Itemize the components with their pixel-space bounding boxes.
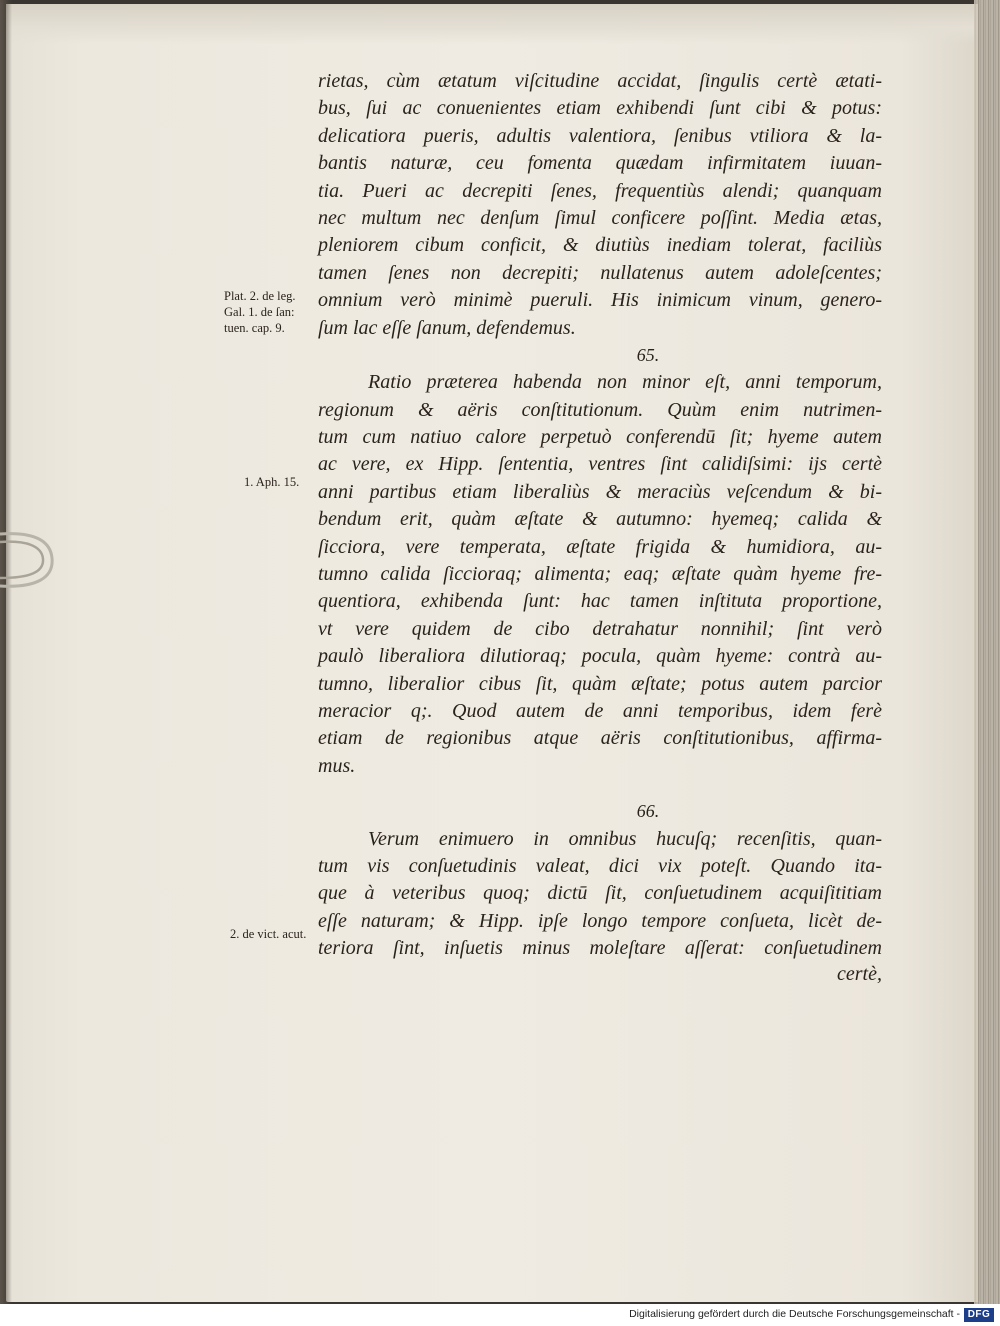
text-line: Ratio præterea habenda non minor eſt, anni temporum, <box>368 371 882 394</box>
body-text <box>318 68 882 988</box>
text-line: eſſe naturam; & Hipp. ipſe longo tempore conſueta, licèt de- <box>318 909 882 932</box>
marginal-note-de-victu <box>230 926 306 942</box>
text-line: anni partibus etiam liberaliùs & meraciùs veſcendum & bi- <box>318 480 882 503</box>
text-line: quentiora, exhibenda ſunt: hac tamen inſtituta proportione, <box>318 590 882 613</box>
text-line: rietas, cùm ætatum viſcitudine accidat, ſingulis certè ætati- <box>318 70 882 92</box>
dfg-logo: DFG <box>964 1308 994 1322</box>
text-line: omnium verò minimè pueruli. His inimicum vinum, genero- <box>318 289 882 312</box>
text-line: nec multum nec denſum ſimul conficere poſſint. Media ætas, <box>318 206 882 229</box>
marginal-line: 2. de vict. acut. <box>230 927 307 941</box>
text-line: mus. <box>318 754 356 777</box>
text-line: tum vis conſuetudinis valeat, dici vix poteſt. Quando ita- <box>318 854 882 877</box>
text-line: regionum & aëris conſtitutionum. Quùm enim nutrimen- <box>318 398 882 421</box>
marginal-line: Plat. 2. de leg. <box>224 289 296 303</box>
page-stack-edges <box>974 0 1000 1304</box>
funding-credit: Digitalisierung gefördert durch die Deutsche Forschungsgemeinschaft - <box>629 1308 960 1320</box>
text-line: teriora ſint, inſuetis minus moleſtare aſſerat: conſuetudinem <box>318 937 882 960</box>
text-line: ſum lac eſſe ſanum, defendemus. <box>318 316 576 339</box>
text-line: tumno, liberalior cibus ſit, quàm æſtate; potus autem parcior <box>318 672 882 695</box>
digitization-footer <box>0 1304 1000 1326</box>
section-number-65: 65. <box>636 344 660 365</box>
text-line: delicatiora pueris, adultis valentiora, ſenibus vtiliora & la- <box>318 124 882 147</box>
text-line: bantis naturæ, ceu fomenta quædam infirmitatem iuuan- <box>318 152 882 175</box>
text-line: tamen ſenes non decrepiti; nullatenus autem adoleſcentes; <box>318 261 882 284</box>
text-line: bendum erit, quàm æſtate & autumno: hyemeq; calida & <box>318 508 882 531</box>
text-line: paulò liberaliora dilutioraq; pocula, quàm hyeme: contrà au- <box>318 645 882 668</box>
binding-shadow <box>0 0 12 1304</box>
section-number-66: 66. <box>636 801 660 822</box>
section-spacer <box>318 780 882 798</box>
text-line: meracior q;. Quod autem de anni temporibus, idem ferè <box>318 699 882 722</box>
text-line: que à veteribus quoq; dictū ſit, conſuetudinem acquiſititiam <box>318 882 882 905</box>
text-line: bus, ſui ac conuenientes etiam exhibendi ſunt cibi & potus: <box>318 97 882 120</box>
text-line: tumno calida ſiccioraq; alimenta; eaq; æſtate quàm hyeme fre- <box>318 563 882 586</box>
marginal-note-plato-galen <box>224 288 296 336</box>
text-line: tum cum natiuo calore perpetuò conferendū ſit; hyeme autem <box>318 426 882 449</box>
marginal-note-aphorism <box>244 474 299 490</box>
text-line: ſicciora, vere temperata, æſtate frigida & humidiora, au- <box>318 535 882 558</box>
catchword: certè, <box>837 962 882 985</box>
page-top-edge <box>6 4 978 44</box>
text-line: Verum enimuero in omnibus hucuſq; recenſitis, quan- <box>368 827 882 850</box>
marginal-line: tuen. cap. 9. <box>224 321 285 335</box>
paper-clip-icon <box>0 528 56 592</box>
marginal-line: 1. Aph. 15. <box>244 475 300 489</box>
marginal-line: Gal. 1. de ſan: <box>224 305 295 319</box>
text-line: ac vere, ex Hipp. ſententia, ventres ſint calidiſsimi: ijs certè <box>318 453 882 476</box>
text-line: etiam de regionibus atque aëris conſtitutionibus, affirma- <box>318 727 882 750</box>
text-line: vt vere quidem de cibo detrahatur nonnihil; ſint verò <box>318 617 882 640</box>
text-line: tia. Pueri ac decrepiti ſenes, frequentiùs alendi; quanquam <box>318 179 882 202</box>
text-line: pleniorem cibum conficit, & diutiùs inediam tolerat, faciliùs <box>318 234 882 257</box>
